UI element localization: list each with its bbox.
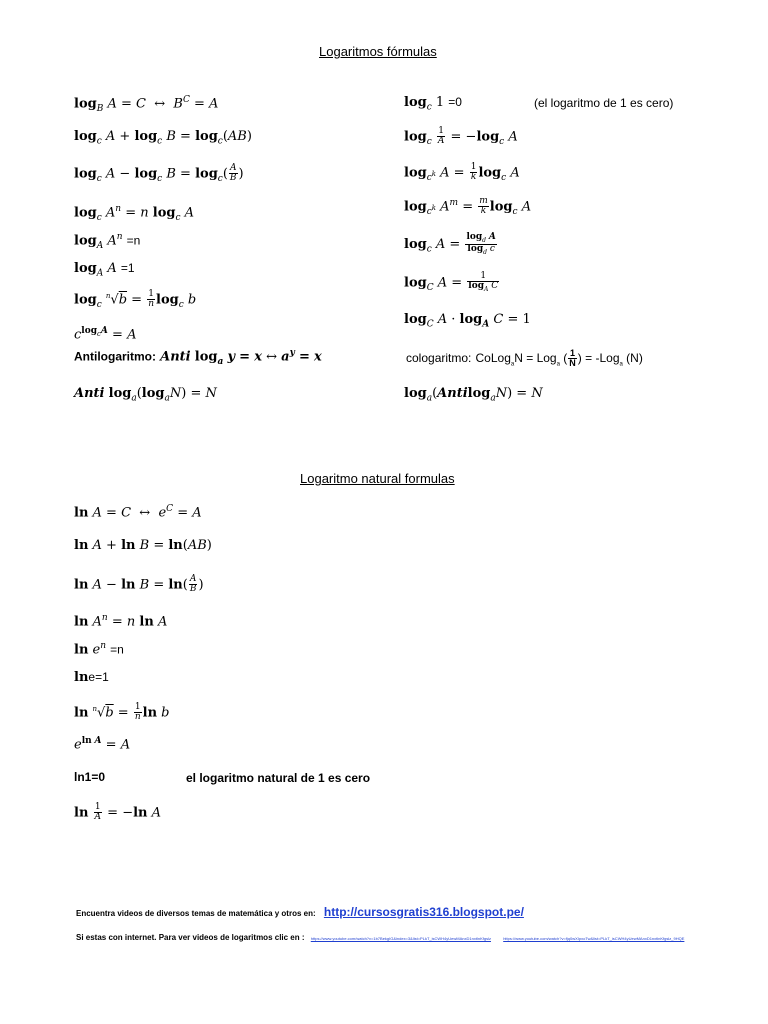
formula-log-power: $\log_c A^n = n$ $\log_c A$ — [74, 204, 195, 223]
formula-ln-quotient: ln A − ln B = ln( $\frac{A}{B}$ ) — [74, 574, 204, 595]
video-link-1[interactable]: https://www.youtube.com/watch?v=1b7BekgIG&index=3&list=PLkT_isCWH4yUewMAnxD1nxtlnKfgslz — [310, 936, 491, 941]
formula-log-a-a: $\log_A A =1$ — [74, 261, 135, 279]
formula-log-definition: $\log_B A = C$ ↔ $B^C = A$ — [74, 95, 219, 114]
formula-ln-e-power: $\ln e^n =n$ — [74, 641, 124, 658]
formula-ln-root: ln $^n$√b = $\frac{1}{n}$ ln b — [74, 702, 170, 723]
footer-line-2 — [76, 933, 684, 942]
formula-ln-1: ln1=0 — [74, 770, 106, 784]
formula-ln-definition: ln A = C ↔ $e^C = A$ — [74, 504, 202, 521]
title-logaritmos: Logaritmos fórmulas — [319, 44, 437, 59]
antilog-label: Antilogaritmo: — [74, 349, 156, 364]
title-logaritmo-natural: Logaritmo natural formulas — [300, 471, 455, 486]
footer-line-1 — [76, 905, 524, 919]
formula-ln-power: $\ln A^n = n$ ln A — [74, 613, 168, 630]
formula-log-1: $\log_c 1 =0$ — [404, 95, 462, 113]
formula-cologarithm: cologaritmo: CoLog$_a$N = Log$_a$ ( $\frac{1}{N}$ ) = -Log$_a$ (N) — [406, 348, 643, 369]
formula-log-a-power: $\log_A A^n =n$ — [74, 232, 141, 251]
footer-text-2: Si estas con internet. Para ver videos de logaritmos clic en : — [76, 933, 305, 942]
note-log-1-zero: (el logaritmo de 1 es cero) — [534, 96, 674, 110]
footer-text-1: Encuentra videos de diversos temas de matemática y otros en: — [76, 909, 316, 918]
formula-log-base-power-m: $\log_{c^k} A^m$ = $\frac{m}{k}$ $\log_c A$ — [404, 196, 532, 218]
formula-log-base-power: $\log_{c^k} A$ = $\frac{1}{k}$ $\log_c A$ — [404, 162, 520, 184]
formula-log-product: $\log_c A + \log_c B = \log_c(AB)$ — [74, 129, 252, 147]
formula-log-antilog: $\log_a(Antilog_aN) = N$ — [404, 386, 543, 404]
formula-e-power-ln: $e^{ln A} = A$ — [74, 736, 131, 753]
formula-log-quotient: $\log_c A - \log_c B = \log_c$( $\frac{A}{B}$ ) — [74, 163, 244, 185]
formula-ln-e: lne=1 — [74, 670, 109, 685]
formula-log-root: $\log_c ^n√b$ = $\frac{1}{n}$ $\log_c b$ — [74, 289, 197, 311]
formula-antilog: Antilogaritmo: Anti $\log_a y = x$ ↔ $a^y = x$ — [74, 348, 322, 367]
colog-label: cologaritmo: — [406, 351, 472, 366]
blog-link[interactable]: http://cursosgratis316.blogspot.pe/ — [323, 905, 524, 919]
formula-antilog-log: Anti $\log_a(\log_aN) = N$ — [74, 386, 217, 404]
video-link-2[interactable]: https://www.youtube.com/watch?v=fjq0wXIpxoTw&list=PLkT_isCWH4yUewMAnxD1nxtlnKfgslz_9HQE — [503, 936, 685, 941]
formula-log-product-one: $\log_C A \cdot \log_A C = 1$ — [404, 312, 531, 330]
formula-ln-product: ln A + ln B = ln(AB) — [74, 538, 212, 553]
note-ln-1-zero: el logaritmo natural de 1 es cero — [186, 771, 371, 785]
formula-c-power-log: $c^{log_cA} = A$ — [74, 326, 137, 343]
formula-log-reciprocal: $\log_c$ $\frac{1}{A}$ = $-\log_c$ A — [404, 126, 518, 148]
formula-ln-reciprocal: ln $\frac{1}{A}$ = −ln A — [74, 802, 162, 823]
formula-change-base: $\log_c A$ = $\frac{\log_d A}{\log_d c}$ — [404, 232, 496, 256]
formula-log-inverse-base: $\log_C A$ = $\frac{1}{\log_A C}$ — [404, 271, 499, 294]
